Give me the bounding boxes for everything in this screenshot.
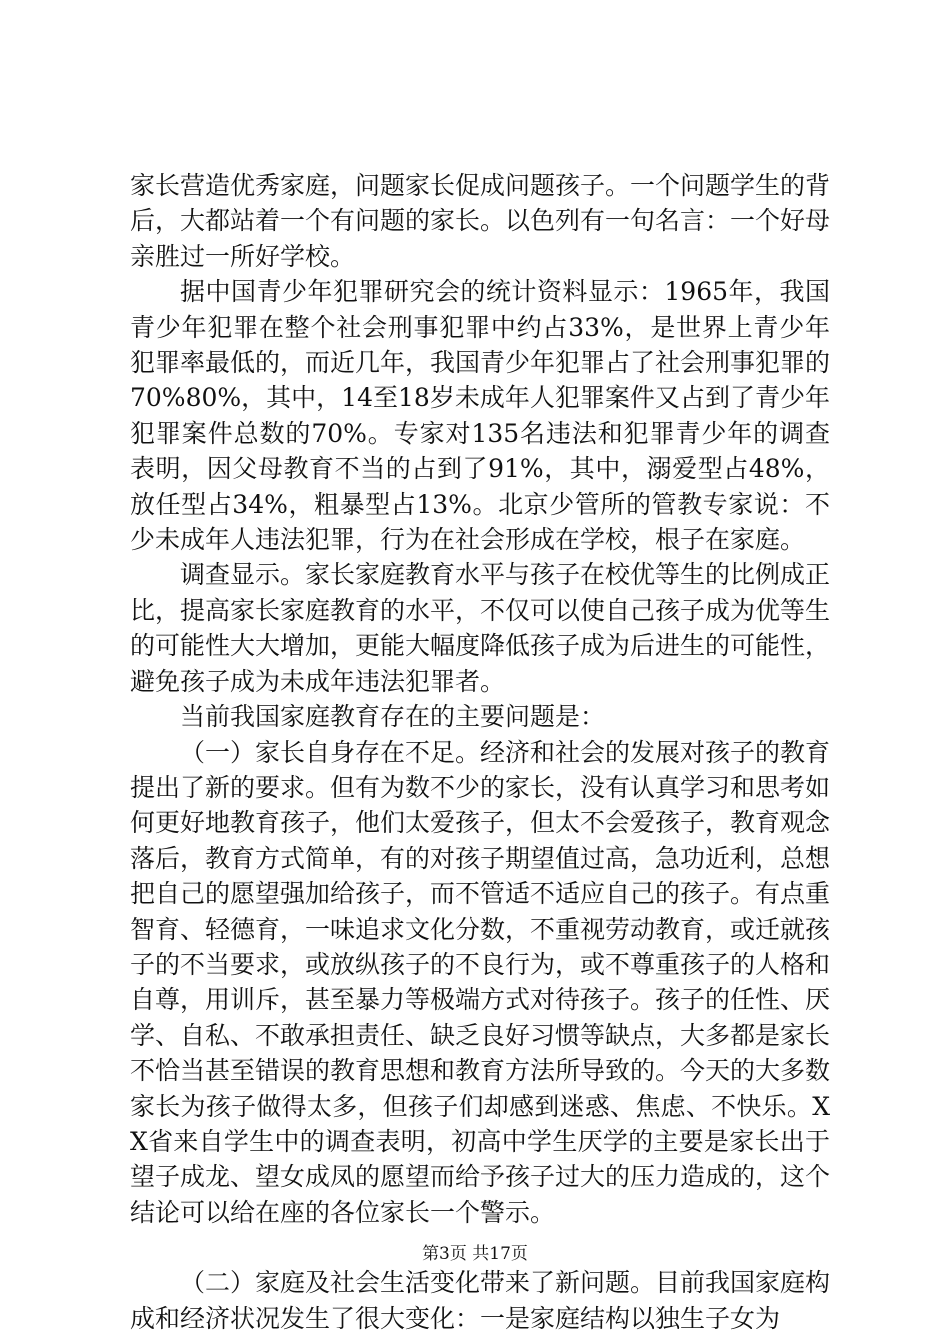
paragraph-crime-statistics: 据中国青少年犯罪研究会的统计资料显示：1965年，我国青少年犯罪在整个社会刑事犯罪中约占33%，是世界上青少年犯罪率最低的，而近几年，我国青少年犯罪占了社会刑事犯罪的70%80%，其中，14至18岁未成年人犯罪案件又占到了青少年犯罪案件总数的70%。专家对135名违法和犯罪青少年的调查表明，因父母教育不当的占到了91%，其中，溺爱型占48%，放任型占34%，粗暴型占13%。北京少管所的管教专家说：不少未成年人违法犯罪，行为在社会形成在学校，根子在家庭。 — [130, 277, 831, 555]
page-footer: 第3页 共17页 — [422, 1244, 528, 1264]
paragraph-continuation: 家长营造优秀家庭，问题家长促成问题孩子。一个问题学生的背后，大都站着一个有问题的家长。以色列有一句名言：一个好母亲胜过一所好学校。 — [130, 171, 831, 271]
paragraph-problem-two: （二）家庭及社会生活变化带来了新问题。目前我国家庭构成和经济状况发生了很大变化：一是家庭结构以独生子女为 — [130, 1268, 831, 1333]
document-body — [130, 168, 830, 1336]
paragraph-main-problems-intro: 当前我国家庭教育存在的主要问题是： — [180, 702, 606, 732]
paragraph-problem-one: （一）家长自身存在不足。经济和社会的发展对孩子的教育提出了新的要求。但有为数不少的家长，没有认真学习和思考如何更好地教育孩子，他们太爱孩子，但太不会爱孩子，教育观念落后，教育方式简单，有的对孩子期望值过高，急功近利，总想把自己的愿望强加给孩子，而不管适不适应自己的孩子。有点重智育、轻德育，一味追求文化分数，不重视劳动教育，或迁就孩子的不当要求，或放纵孩子的不良行为，或不尊重孩子的人格和自尊，用训斥，甚至暴力等极端方式对待孩子。孩子的任性、厌学、自私、不敢承担责任、缺乏良好习惯等缺点，大多都是家长不恰当甚至错误的教育思想和教育方法所导致的。今天的大多数家长为孩子做得太多，但孩子们却感到迷惑、焦虑、不快乐。XX省来自学生中的调查表明，初高中学生厌学的主要是家长出于望子成龙、望女成凤的愿望而给予孩子过大的压力造成的，这个结论可以给在座的各位家长一个警示。 — [130, 737, 831, 1227]
paragraph-survey: 调查显示。家长家庭教育水平与孩子在校优等生的比例成正比，提高家长家庭教育的水平，不仅可以使自己孩子成为优等生的可能性大大增加，更能大幅度降低孩子成为后进生的可能性，避免孩子成为未成年违法犯罪者。 — [130, 560, 831, 696]
